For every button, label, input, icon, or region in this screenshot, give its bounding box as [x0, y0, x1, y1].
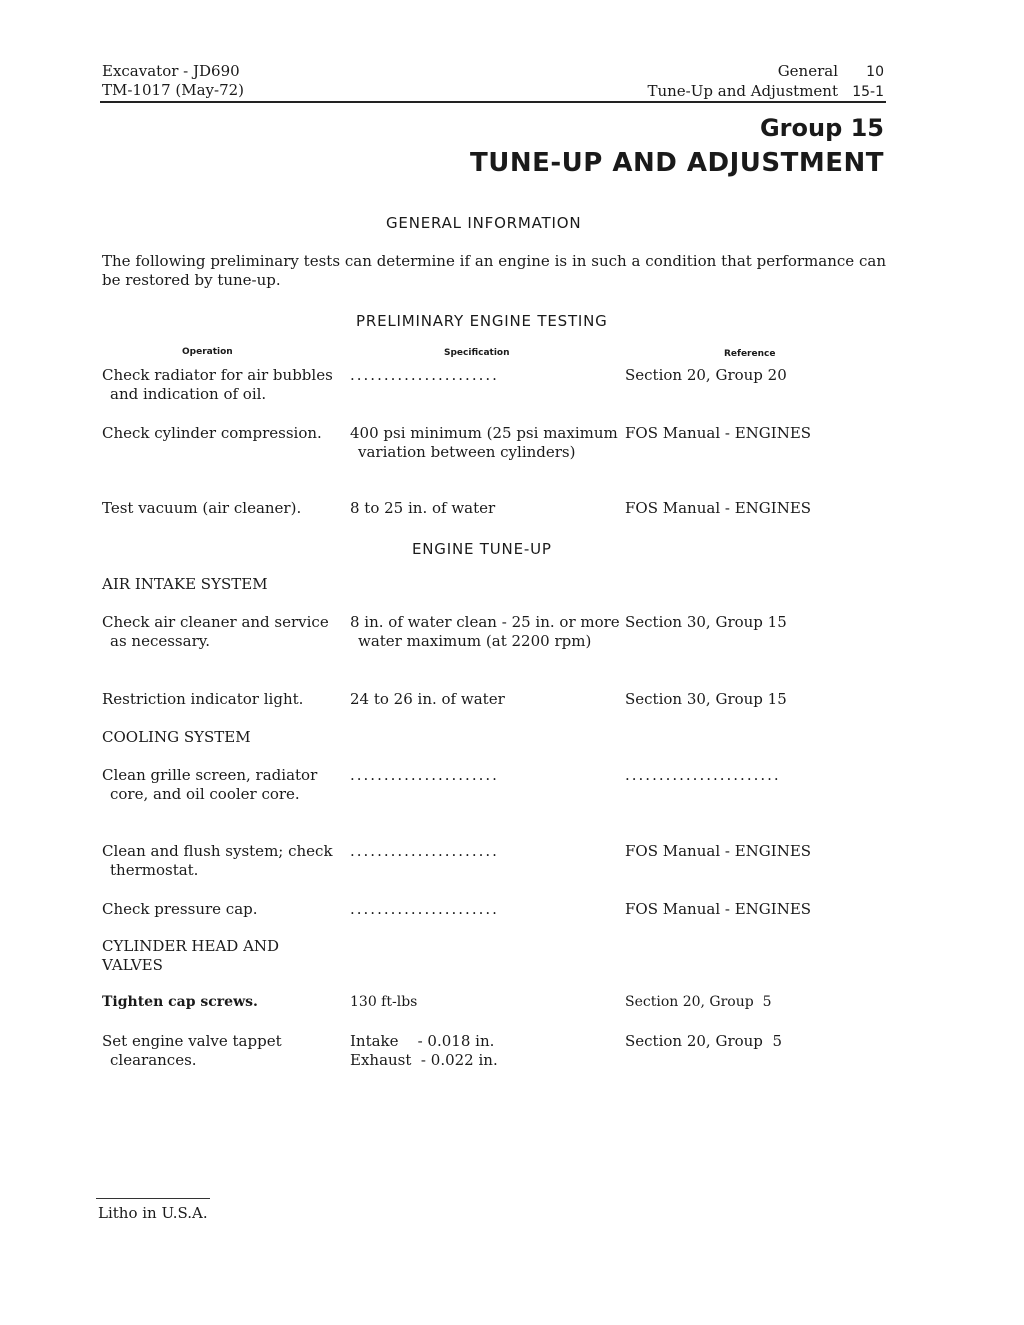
group-name: Tune-Up and Adjustment [647, 82, 838, 100]
table-row-reference: FOS Manual - ENGINES [625, 499, 812, 517]
section-number: 10 [866, 64, 884, 80]
manual-number: TM-1017 (May-72) [102, 81, 245, 99]
engine-tuneup-heading: ENGINE TUNE-UP [412, 540, 552, 558]
table-row-specification: ...................... [350, 900, 499, 918]
table-row-specification: ...................... [350, 366, 499, 384]
table-row-reference: FOS Manual - ENGINES [625, 424, 812, 442]
column-header-specification: Specification [444, 348, 510, 358]
footer-text: Litho in U.S.A. [98, 1204, 208, 1222]
exhaust-clearance: Exhaust - 0.022 in. [350, 1051, 498, 1069]
table-row-specification: 8 to 25 in. of water [350, 499, 496, 517]
table-row-reference: FOS Manual - ENGINES [625, 842, 812, 860]
column-header-reference: Reference [724, 349, 776, 359]
footer-divider [96, 1198, 210, 1199]
section-label [584, 62, 884, 82]
group-title: Group 15 [759, 114, 884, 142]
header-divider [100, 101, 886, 103]
cylinder-head-valves-label: CYLINDER HEAD AND VALVES [102, 937, 280, 974]
general-info-heading: GENERAL INFORMATION [386, 214, 582, 232]
section-name: General [777, 62, 838, 80]
column-header-operation: Operation [182, 347, 233, 357]
table-row-operation: Test vacuum (air cleaner). [102, 499, 302, 517]
machine-model: Excavator - JD690 [102, 62, 240, 80]
table-row-reference: Section 20, Group 20 [625, 366, 787, 384]
header-left [102, 62, 244, 100]
table-row-reference: Section 20, Group 5 [625, 1032, 782, 1050]
table-row-operation: Check radiator for air bubbles and indication of oil. [102, 366, 333, 403]
header-right [584, 62, 884, 102]
table-row-specification: ...................... [350, 766, 499, 784]
table-row-specification: ...................... [350, 842, 499, 860]
table-row-reference: Section 20, Group 5 [625, 994, 772, 1010]
table-row-operation: Clean and flush system; check thermostat. [102, 842, 333, 879]
cooling-system-label: COOLING SYSTEM [102, 728, 251, 746]
table-row-specification: 400 psi minimum (25 psi maximum variation between cylinders) [350, 424, 618, 461]
table-row-reference: ....................... [625, 766, 781, 784]
table-row-specification [350, 1032, 612, 1070]
page-title: TUNE-UP AND ADJUSTMENT [470, 148, 884, 178]
table-row-specification: 130 ft-lbs [350, 994, 418, 1010]
table-row-operation: Tighten cap screws. [102, 994, 258, 1010]
table-row-operation: Restriction indicator light. [102, 690, 304, 708]
table-row-reference: FOS Manual - ENGINES [625, 900, 812, 918]
page-number: 15-1 [852, 84, 884, 100]
group-label [584, 82, 884, 102]
table-row-reference: Section 30, Group 15 [625, 613, 787, 631]
table-row-operation: Check pressure cap. [102, 900, 258, 918]
table-row-operation: Check air cleaner and service as necessary. [102, 613, 329, 650]
table-row-specification: 8 in. of water clean - 25 in. or more water maximum (at 2200 rpm) [350, 613, 620, 650]
table-row-operation: Set engine valve tappet clearances. [102, 1032, 282, 1069]
table-row-specification: 24 to 26 in. of water [350, 690, 505, 708]
intake-clearance: Intake - 0.018 in. [350, 1032, 495, 1050]
table-row-operation: Clean grille screen, radiator core, and oil cooler core. [102, 766, 318, 803]
table-row-operation: Check cylinder compression. [102, 424, 322, 442]
intro-paragraph: The following preliminary tests can determine if an engine is in such a condition that performance can be restored by tune-up. [102, 252, 886, 289]
table-row-reference: Section 30, Group 15 [625, 690, 787, 708]
preliminary-testing-heading: PRELIMINARY ENGINE TESTING [356, 312, 608, 330]
air-intake-system-label: AIR INTAKE SYSTEM [102, 575, 268, 593]
